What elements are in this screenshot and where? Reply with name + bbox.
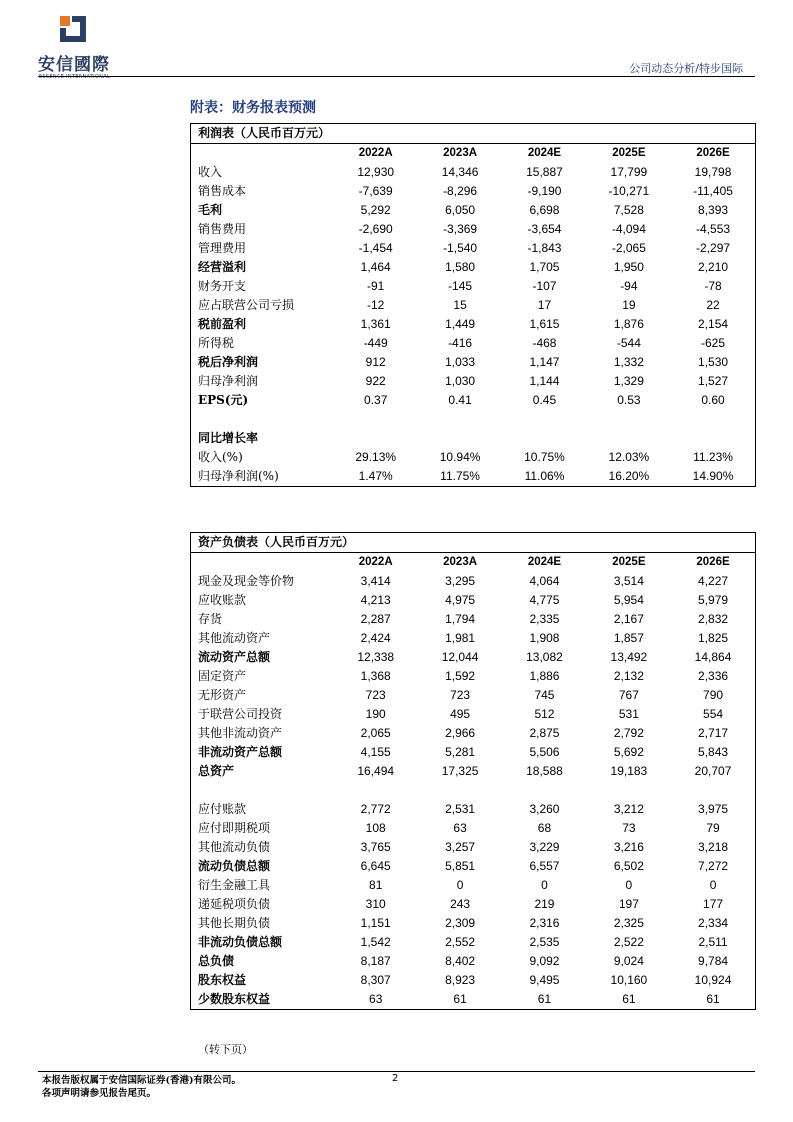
row-value: 2,065 (360, 726, 391, 740)
table-row (191, 686, 756, 705)
row-label: 应收账款 (198, 593, 247, 607)
table-row (191, 705, 756, 724)
row-value: 3,218 (698, 840, 729, 854)
row-label: 其他非流动资产 (198, 726, 283, 740)
row-value: -3,654 (527, 222, 562, 236)
table-row (191, 629, 756, 648)
row-value: 5,292 (360, 203, 391, 217)
company-logo (38, 14, 118, 80)
table-row (191, 182, 756, 201)
row-value: 2,832 (698, 612, 729, 626)
table-row (191, 277, 756, 296)
table-row (191, 296, 756, 315)
row-value: 2,875 (529, 726, 560, 740)
row-value: 1,886 (529, 669, 560, 683)
row-value: 2,336 (698, 669, 729, 683)
row-value: 4,155 (360, 745, 391, 759)
row-value: 1,794 (445, 612, 476, 626)
row-value: 2,511 (698, 935, 728, 949)
row-value: 2,325 (613, 916, 644, 930)
row-label: 归母净利润(%) (198, 469, 279, 483)
row-label: 收入 (198, 165, 223, 179)
growth-heading: 同比增长率 (198, 431, 259, 445)
row-value: 2,154 (698, 317, 729, 331)
row-value: 2,531 (445, 802, 476, 816)
row-value: 12.03% (608, 450, 650, 464)
row-value: 2,522 (613, 935, 644, 949)
row-value: 16.20% (608, 469, 650, 483)
row-value: 19,798 (694, 165, 732, 179)
row-value: 531 (618, 707, 639, 721)
row-value: 2,792 (613, 726, 644, 740)
row-value: 4,213 (360, 593, 391, 607)
row-value: 17,799 (610, 165, 648, 179)
row-value: 1,464 (360, 260, 391, 274)
row-label: 存货 (198, 612, 223, 626)
row-value: -468 (532, 336, 557, 350)
row-value: -11,405 (693, 184, 733, 198)
row-label: EPS(元) (198, 393, 249, 407)
row-value: 790 (703, 688, 724, 702)
logo-mark-icon (60, 16, 86, 42)
row-value: -625 (701, 336, 726, 350)
row-value: 1,705 (529, 260, 560, 274)
row-value: 13,492 (610, 650, 648, 664)
row-value: 8,187 (360, 954, 391, 968)
row-value: 4,064 (529, 574, 560, 588)
row-value: -1,454 (358, 241, 393, 255)
row-value: -2,690 (358, 222, 393, 236)
table-row (191, 724, 756, 743)
row-value: 3,229 (529, 840, 560, 854)
table-row (191, 258, 756, 277)
row-value: -3,369 (443, 222, 478, 236)
row-value: 18,588 (526, 764, 563, 778)
row-label: 经营溢利 (198, 260, 247, 274)
row-value: -416 (448, 336, 473, 350)
row-value: 1,151 (360, 916, 391, 930)
row-label: 总负债 (198, 954, 235, 968)
spacer-row (191, 781, 756, 800)
column-header: 2022A (358, 556, 393, 568)
row-value: 1,033 (445, 355, 476, 369)
row-value: 8,393 (698, 203, 729, 217)
row-value: 81 (369, 878, 383, 892)
row-value: 20,707 (694, 764, 732, 778)
row-value: 1,981 (445, 631, 476, 645)
row-value: -78 (704, 279, 722, 293)
row-label: 递延税项负债 (198, 897, 271, 911)
row-label: 其他流动负债 (198, 840, 271, 854)
table-row (191, 914, 756, 933)
row-value: 3,295 (445, 574, 476, 588)
row-value: -7,639 (358, 184, 393, 198)
table-row (191, 372, 756, 391)
row-value: 190 (365, 707, 386, 721)
row-value: 61 (622, 992, 636, 1006)
row-value: 3,514 (613, 574, 644, 588)
row-value: 0.41 (448, 393, 472, 407)
row-value: 1,530 (698, 355, 729, 369)
row-value: 912 (365, 355, 386, 369)
row-value: 8,923 (445, 973, 476, 987)
row-value: 5,281 (445, 745, 476, 759)
spacer-row (191, 410, 756, 429)
table-row (191, 971, 756, 990)
row-value: 3,257 (445, 840, 476, 854)
row-label: 应付账款 (198, 802, 247, 816)
row-value: 14,346 (441, 165, 479, 179)
row-value: 6,050 (445, 203, 476, 217)
row-value: 554 (703, 707, 724, 721)
row-value: 15,887 (526, 165, 563, 179)
row-value: 11.23% (693, 450, 733, 464)
row-value: -10,271 (608, 184, 650, 198)
table-row (191, 876, 756, 895)
row-value: 5,954 (613, 593, 644, 607)
row-label: 固定资产 (198, 669, 247, 683)
row-value: 13,082 (526, 650, 563, 664)
spacer-cell (191, 410, 756, 429)
row-value: 0 (709, 878, 717, 892)
row-value: 1,144 (529, 374, 560, 388)
row-value: -8,296 (443, 184, 478, 198)
row-value: 243 (450, 897, 471, 911)
row-value: 723 (365, 688, 386, 702)
row-value: 0.45 (532, 393, 557, 407)
row-value: 9,495 (529, 973, 560, 987)
row-value: -9,190 (527, 184, 562, 198)
column-header: 2022A (358, 147, 393, 159)
table-row (191, 572, 756, 591)
row-label: 销售费用 (198, 222, 247, 236)
row-value: 9,784 (698, 954, 729, 968)
row-value: 1,542 (360, 935, 391, 949)
row-label: 收入(%) (198, 450, 243, 464)
row-label: 总资产 (198, 764, 235, 778)
row-label: 无形资产 (198, 688, 247, 702)
row-value: 3,260 (529, 802, 560, 816)
row-value: 2,335 (529, 612, 560, 626)
row-value: 8,307 (360, 973, 391, 987)
row-value: 29.13% (355, 450, 397, 464)
continue-note: （转下页） (198, 1043, 253, 1056)
row-label: 税后净利润 (198, 355, 259, 369)
row-value: 61 (453, 992, 467, 1006)
row-value: 11.06% (524, 469, 565, 483)
row-value: 310 (365, 897, 386, 911)
logo-chinese-name: 安信國際 (38, 55, 110, 75)
row-label: 于联营公司投资 (198, 707, 283, 721)
row-value: 5,692 (613, 745, 644, 759)
row-label: 所得税 (198, 336, 235, 350)
row-value: 1,580 (445, 260, 476, 274)
row-value: 0.53 (617, 393, 641, 407)
row-value: 61 (537, 992, 552, 1006)
row-value: 2,132 (613, 669, 644, 683)
spacer-cell (191, 781, 756, 800)
row-value: 922 (365, 374, 386, 388)
row-label: 其他长期负债 (198, 916, 271, 930)
row-value: 1,908 (529, 631, 560, 645)
table-row (191, 667, 756, 686)
table-row (191, 315, 756, 334)
row-label: 非流动负债总额 (198, 935, 283, 949)
row-value: -2,297 (696, 241, 731, 255)
row-value: -145 (448, 279, 473, 293)
row-value: -2,065 (611, 241, 646, 255)
row-value: 4,227 (698, 574, 729, 588)
table-row (191, 933, 756, 952)
row-value: 5,979 (698, 593, 729, 607)
table-title-row (191, 124, 756, 144)
row-value: 1.47% (358, 469, 393, 483)
header-blank (191, 553, 334, 573)
row-value: 3,216 (613, 840, 644, 854)
row-value: 3,765 (360, 840, 391, 854)
row-label: 非流动资产总额 (198, 745, 283, 759)
row-value: 16,494 (357, 764, 395, 778)
page-number: 2 (392, 1073, 399, 1084)
footer-disclaimer (42, 1074, 241, 1100)
balance-sheet-title: 资产负债表（人民币百万元） (191, 533, 756, 553)
column-header: 2025E (612, 556, 646, 568)
table-row (191, 800, 756, 819)
table-row (191, 762, 756, 781)
row-value: 0.60 (701, 393, 725, 407)
row-value: -94 (620, 279, 638, 293)
row-value: 1,876 (613, 317, 644, 331)
row-value: -1,843 (527, 241, 562, 255)
row-value: 1,950 (613, 260, 644, 274)
row-value: 10.75% (524, 450, 565, 464)
table-row (191, 239, 756, 258)
row-value: 3,414 (360, 574, 391, 588)
row-value: 5,851 (445, 859, 476, 873)
row-value: 2,309 (445, 916, 476, 930)
row-label: 应占联营公司亏损 (198, 298, 295, 312)
row-value: 219 (534, 897, 555, 911)
table-row (191, 220, 756, 239)
table-title-row (191, 533, 756, 553)
row-value: 495 (450, 707, 471, 721)
column-header: 2025E (612, 147, 646, 159)
table-row (191, 163, 756, 182)
row-value: 2,772 (360, 802, 391, 816)
section-title: 附表：财务报表预测 (190, 100, 316, 116)
table-row (191, 743, 756, 762)
row-value: 4,775 (529, 593, 560, 607)
table-row (191, 591, 756, 610)
row-value: 0 (456, 878, 464, 892)
row-value: 0 (541, 878, 548, 892)
row-value: 63 (369, 992, 383, 1006)
row-value: 2,210 (698, 260, 729, 274)
income-statement-table (190, 123, 756, 487)
row-value: 6,698 (529, 203, 560, 217)
row-value: -544 (616, 336, 641, 350)
row-value: -1,540 (443, 241, 478, 255)
row-value: 3,212 (613, 802, 644, 816)
row-label: 流动负债总额 (198, 859, 271, 873)
row-label: 衍生金融工具 (198, 878, 271, 892)
row-value: 1,857 (613, 631, 644, 645)
row-value: 5,506 (529, 745, 560, 759)
row-value: 11.75% (440, 469, 480, 483)
row-value: 2,535 (529, 935, 560, 949)
table-row (191, 353, 756, 372)
row-value: 8,402 (445, 954, 476, 968)
row-value: 79 (706, 821, 720, 835)
row-value: 0.37 (364, 393, 388, 407)
row-value: 2,552 (445, 935, 476, 949)
row-value: 197 (618, 897, 639, 911)
table-row (191, 895, 756, 914)
row-value: 19 (622, 298, 636, 312)
row-label: 毛利 (198, 203, 223, 217)
row-value: 10,160 (610, 973, 648, 987)
row-label: 归母净利润 (198, 374, 259, 388)
row-value: 0 (625, 878, 633, 892)
row-label: 少数股东权益 (198, 992, 271, 1006)
row-label: 税前盈利 (198, 317, 247, 331)
row-value: -4,094 (611, 222, 646, 236)
column-header: 2024E (527, 556, 562, 568)
table-row (191, 838, 756, 857)
balance-sheet-table (190, 532, 756, 1010)
column-header: 2024E (527, 147, 562, 159)
row-label: 其他流动资产 (198, 631, 271, 645)
row-value: 10,924 (694, 973, 732, 987)
row-value: 10.94% (439, 450, 481, 464)
row-value: 2,167 (613, 612, 644, 626)
column-header-row (191, 144, 756, 164)
row-value: 19,183 (610, 764, 648, 778)
row-value: 1,449 (445, 317, 476, 331)
table-row (191, 648, 756, 667)
table-row (191, 391, 756, 410)
row-value: -107 (532, 279, 557, 293)
table-row (191, 448, 756, 467)
table-row (191, 201, 756, 220)
row-value: 7,528 (613, 203, 644, 217)
row-value: 5,843 (698, 745, 729, 759)
row-value: 2,334 (698, 916, 729, 930)
row-value: 12,338 (357, 650, 395, 664)
row-value: 9,092 (529, 954, 560, 968)
row-value: 1,527 (698, 374, 729, 388)
footer-notice: 各项声明请参见报告尾页。 (42, 1088, 157, 1099)
header-blank (191, 144, 334, 164)
row-value: 15 (453, 298, 467, 312)
row-value: 12,930 (357, 165, 395, 179)
row-value: 6,645 (360, 859, 391, 873)
row-value: 1,329 (613, 374, 644, 388)
row-value: 1,030 (445, 374, 476, 388)
row-value: 2,316 (529, 916, 560, 930)
row-label: 管理费用 (198, 241, 247, 255)
row-value: 1,825 (698, 631, 729, 645)
table-row (191, 952, 756, 971)
table-row (191, 857, 756, 876)
row-value: 177 (703, 897, 724, 911)
row-value: -449 (363, 336, 388, 350)
row-label: 现金及现金等价物 (198, 574, 295, 588)
row-value: 767 (618, 688, 639, 702)
table-row (191, 467, 756, 487)
row-value: -91 (367, 279, 385, 293)
row-value: 723 (450, 688, 471, 702)
row-value: 1,368 (360, 669, 391, 683)
row-value: 1,147 (529, 355, 560, 369)
row-value: 1,332 (613, 355, 644, 369)
row-value: 1,615 (529, 317, 560, 331)
footer-copyright: 本报告版权属于安信国际证券(香港)有限公司。 (42, 1075, 241, 1086)
row-value: 4,975 (445, 593, 476, 607)
row-value: 1,592 (445, 669, 476, 683)
row-label: 股东权益 (198, 973, 247, 987)
row-label: 销售成本 (198, 184, 247, 198)
logo-english-name: ESSENCE INTERNATIONAL (39, 74, 111, 80)
table-row (191, 610, 756, 629)
row-value: 2,424 (360, 631, 391, 645)
row-value: 6,557 (529, 859, 560, 873)
income-statement-title: 利润表（人民币百万元） (191, 124, 756, 144)
row-label: 财务开支 (198, 279, 247, 293)
row-value: 68 (537, 821, 552, 835)
row-value: 6,502 (613, 859, 644, 873)
row-value: -4,553 (696, 222, 731, 236)
column-header-row (191, 553, 756, 573)
row-value: 17 (537, 298, 552, 312)
row-label: 应付即期税项 (198, 821, 271, 835)
footer-divider (38, 1071, 755, 1072)
row-value: 63 (453, 821, 467, 835)
row-label: 流动资产总额 (198, 650, 271, 664)
column-header: 2023A (443, 147, 478, 159)
row-value: 12,044 (441, 650, 479, 664)
header-divider (38, 76, 755, 77)
table-row (191, 819, 756, 838)
row-value: 61 (706, 992, 720, 1006)
column-header: 2026E (696, 147, 730, 159)
row-value: 512 (534, 707, 555, 721)
report-type: 公司动态分析/特步国际 (629, 62, 743, 75)
row-value: 22 (706, 298, 720, 312)
row-value: 2,287 (360, 612, 391, 626)
row-value: 9,024 (613, 954, 644, 968)
row-value: -12 (367, 298, 385, 312)
row-value: 108 (365, 821, 386, 835)
row-value: 14.90% (692, 469, 734, 483)
table-row (191, 990, 756, 1010)
row-value: 2,966 (445, 726, 476, 740)
section-heading-row (191, 429, 756, 448)
row-value: 3,975 (698, 802, 729, 816)
column-header: 2023A (443, 556, 478, 568)
row-value: 17,325 (441, 764, 479, 778)
row-value: 2,717 (698, 726, 729, 740)
row-value: 73 (622, 821, 636, 835)
row-value: 7,272 (698, 859, 729, 873)
row-value: 14,864 (694, 650, 732, 664)
column-header: 2026E (696, 556, 730, 568)
row-value: 1,361 (360, 317, 391, 331)
table-row (191, 334, 756, 353)
row-value: 745 (534, 688, 555, 702)
